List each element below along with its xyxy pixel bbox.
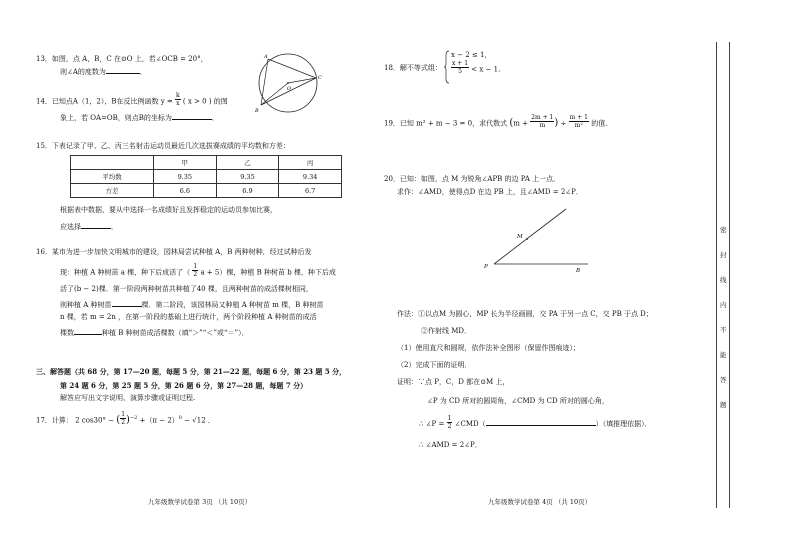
q20-line2: 求作：∠AMD，使得点D 在边 PB 上，且∠AMD = 2∠P． bbox=[397, 188, 583, 196]
q18-line: 18．解不等式组： bbox=[384, 64, 442, 72]
section3-line3: 解答应写出文字说明、演算步骤或证明过程. bbox=[60, 394, 196, 402]
scores-table bbox=[70, 155, 342, 198]
sidebar-char: 内 bbox=[720, 301, 727, 309]
q13-line1: 13．如图，点 A，B，C 在⊙O 上，若∠OCB = 20°， bbox=[36, 55, 208, 63]
q16-line6: 棵数 种植 B 种树苗成活棵数（填“＞”“＜”或“＝”）． bbox=[60, 329, 249, 337]
q16-line2: 现：种植 A 种树苗 a 棵，种下后成活了（ $\frac{1}{2}$ a + 5）棵，种植 B 种树苗 b 棵，种下后成 bbox=[60, 263, 336, 278]
q20-proof-2: ∠P 为 CD 所对的圆周角，∠CMD 为 CD 所对的圆心角， bbox=[427, 397, 609, 405]
fig-label-a: A bbox=[264, 54, 268, 60]
fig-label-c: C bbox=[318, 75, 322, 81]
sidebar-char: 不 bbox=[720, 326, 727, 334]
q20-proof-1: 证明：∵点 P，C，D 都在⊙M 上， bbox=[397, 378, 510, 386]
q20-step-2: ②作射线 MD． bbox=[421, 327, 472, 335]
sidebar-char: 封 bbox=[720, 251, 727, 259]
sidebar-char: 答 bbox=[720, 376, 727, 384]
table-cell: 6.6 bbox=[153, 184, 216, 198]
q15-line3: 应选择 ． bbox=[60, 223, 118, 231]
fig-label-b: B bbox=[255, 108, 259, 114]
q18-inequality-1: x − 2 ≤ 1， bbox=[451, 51, 492, 59]
table-row bbox=[71, 170, 342, 184]
table-header-cell bbox=[71, 156, 154, 170]
table-cell: 平均数 bbox=[71, 170, 154, 184]
table-cell: 6.9 bbox=[216, 184, 279, 198]
sidebar-char: 能 bbox=[720, 351, 727, 359]
table-cell: 9.35 bbox=[216, 170, 279, 184]
table-header-cell: 乙 bbox=[216, 156, 279, 170]
sidebar-char: 题 bbox=[720, 401, 727, 409]
q14-line2: 象上，若 OA=OB，则点B的坐标为 ． bbox=[60, 114, 219, 122]
q16-line4: 则种植 A 种树苗 棵．第二阶段，该园林局又种植 A 种树苗 m 棵，B 种树苗 bbox=[60, 301, 324, 309]
table-header-row bbox=[71, 156, 342, 170]
section3-line1: 三、解答题（共 68 分，第 17—20 题，每题 5 分，第 21—22 题，每题 6 分，第 23 题 5 分， bbox=[36, 367, 347, 376]
right-page-footer: 九年级数学试卷第 4页 （共 10页） bbox=[488, 498, 592, 506]
q20-line1: 20．已知：如图，点 M 为锐角∠APB 的边 PA 上一点． bbox=[384, 175, 561, 183]
table-header-cell: 甲 bbox=[153, 156, 216, 170]
left-page-footer: 九年级数学试卷第 3页 （共 10页） bbox=[148, 498, 252, 506]
table-cell: 9.34 bbox=[279, 170, 342, 184]
sidebar-char: 密 bbox=[720, 226, 727, 234]
q16-line3: 活了(b − 2)棵．第一阶段两种树苗共种植了40 棵，且两种树苗的成活棵树相同， bbox=[60, 285, 313, 293]
q20-proof-3: ∴ ∠P = $\frac{1}{2}$ ∠CMD（ ）（填推理依据）． bbox=[419, 414, 652, 430]
table-cell: 6.7 bbox=[279, 184, 342, 198]
fig-label-b: B bbox=[576, 268, 581, 274]
q19-line: 19．已知 m² + m − 3 = 0，求代数式 (m + $\frac{2m + 1}{m}$ ) ÷ $\frac{m + 1}{\text{m²}}$ 的值． bbox=[384, 114, 613, 129]
q16-line1: 16．某市为进一步加快文明城市的建设，园林局尝试种植 A，B 两种树种．经过试种后发 bbox=[36, 248, 312, 256]
q20-angle-figure bbox=[478, 202, 598, 274]
fig-label-p: P bbox=[484, 264, 488, 270]
q18-inequality-2: $\frac{x + 1}{5}$ < x − 1. bbox=[452, 60, 501, 75]
fig-label-m: M bbox=[517, 234, 523, 240]
q14-line1: 14．已知点A（1，2），B在反比例函数 y = $\frac{k}{x}$ ( x > 0 ) 的图 bbox=[36, 92, 228, 107]
q20-part-1: （1）使用直尺和圆规，依作法补全图形（保留作图痕迹）； bbox=[397, 344, 580, 352]
q20-part-2: （2）完成下面的证明． bbox=[397, 361, 472, 369]
q20-step-1: 作法：①以点M 为圆心，MP 长为半径画圆，交 PA 于另一点 C，交 PB 于点 D； bbox=[397, 310, 653, 318]
q16-line5: n 棵，若 m = 2n ，在第一阶段的基础上进行统计，两个阶段种植 A 种树苗的成活 bbox=[60, 313, 317, 321]
table-row bbox=[71, 184, 342, 198]
q13-circle-figure bbox=[252, 52, 324, 114]
table-header-cell: 丙 bbox=[279, 156, 342, 170]
q13-line2: 则∠A的度数为 ． bbox=[60, 68, 147, 76]
system-brace bbox=[443, 50, 451, 84]
section3-line2: 第 24 题 6 分，第 25 题 5 分，第 26 题 6 分，第 27—28 题，每题 7 分） bbox=[60, 381, 308, 390]
q17-line: 17．计算： 2 cos30° − ( $\frac{1}{2}$ )$^{-2} +(\pi - 2)^0 - √12$ ． bbox=[36, 410, 215, 426]
fig-label-o: O bbox=[287, 86, 292, 92]
sidebar-char: 线 bbox=[720, 276, 727, 284]
q20-proof-4: ∴ ∠AMD = 2∠P． bbox=[419, 441, 482, 449]
q15-line1: 15．下表记录了甲、乙、丙三名射击运动员最近几次选拔赛成绩的平均数和方差： bbox=[36, 142, 290, 150]
table-cell: 方差 bbox=[71, 184, 154, 198]
q15-line2: 根据表中数据，要从中选择一名成绩好且发挥稳定的运动员参加比赛， bbox=[60, 206, 277, 214]
table-cell: 9.35 bbox=[153, 170, 216, 184]
